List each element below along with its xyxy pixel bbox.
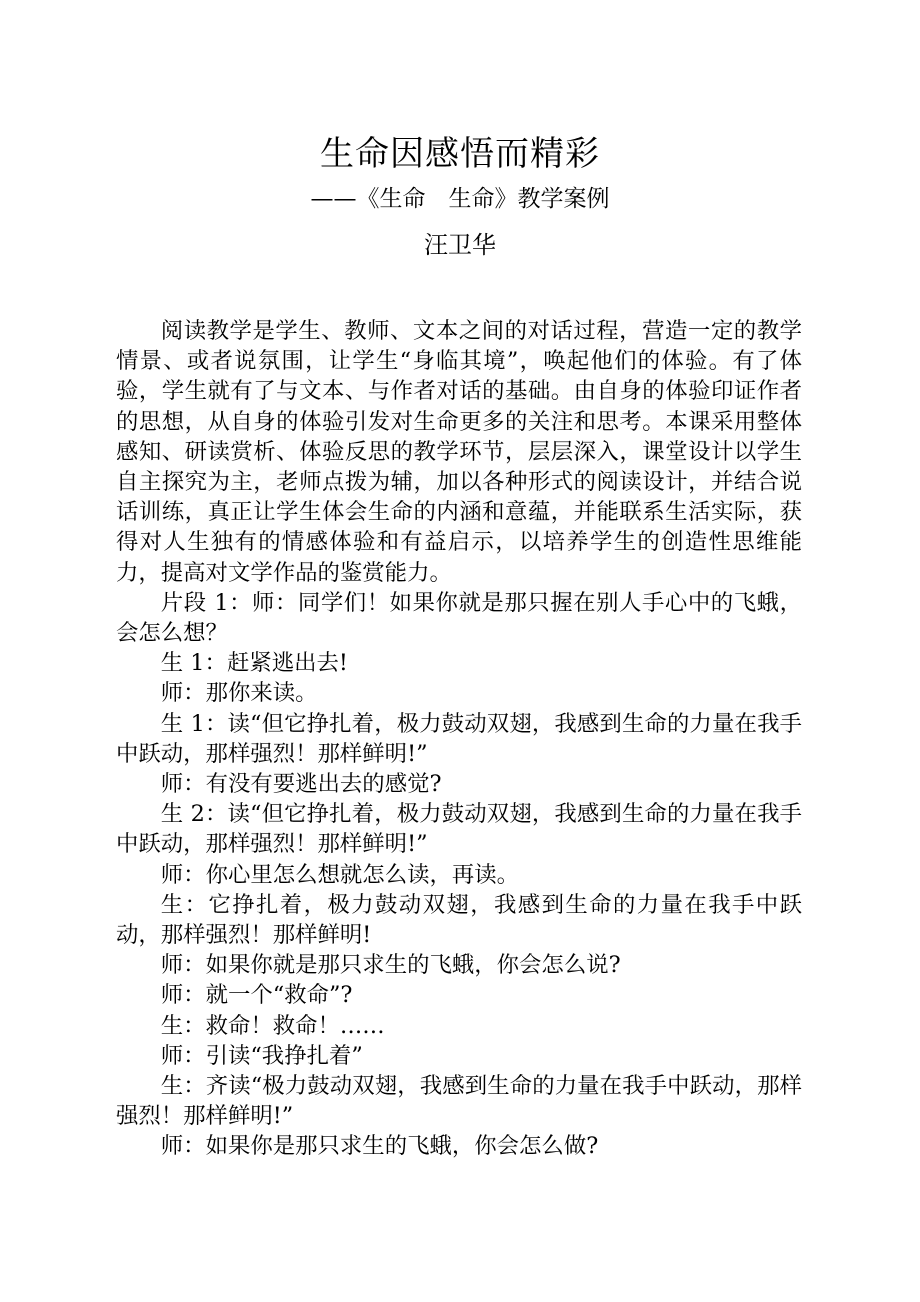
dialogue-line: 师：引读“我挣扎着” <box>160 1042 363 1069</box>
dialogue-line: 生 2：读“但它挣扎着，极力鼓动双翅，我感到生命的力量在我手中跃动，那样强烈！那样鲜明!” <box>116 801 802 858</box>
dialogue-line: 师：你心里怎么想就怎么读，再读。 <box>160 861 520 888</box>
dialogue-line: 师：那你来读。 <box>160 680 318 707</box>
intro-paragraph: 阅读教学是学生、教师、文本之间的对话过程，营造一定的教学情景、或者说氛围，让学生“身临其境”，唤起他们的体验。有了体验，学生就有了与文本、与作者对话的基础。由自身的体验印证作者的思想，从自身的体验引发对生命更多的关注和思考。本课采用整体感知、研读赏析、体验反思的教学环节，层层深入，课堂设计以学生自主探究为主，老师点拨为辅，加以各种形式的阅读设计，并结合说话训练，真正让学生体会生命的内涵和意蕴，并能联系生活实际，获得对人生独有的情感体验和有益启示，以培养学生的创造性思维能力，提高对文学作品的鉴赏能力。 <box>116 318 802 586</box>
document-author: 汪卫华 <box>424 231 496 259</box>
document-body <box>116 316 802 1162</box>
dialogue-line: 生：救命！救命！…… <box>160 1012 385 1039</box>
dialogue-line: 生 1：赶紧逃出去! <box>160 650 348 677</box>
document-title: 生命因感悟而精彩 <box>320 134 600 174</box>
dialogue-line: 生 1：读“但它挣扎着，极力鼓动双翅，我感到生命的力量在我手中跃动，那样强烈！那样鲜明!” <box>116 710 802 767</box>
dialogue-line: 片段 1：师：同学们！如果你就是那只握在别人手心中的飞蛾，会怎么想？ <box>116 589 802 647</box>
dialogue-line: 生：齐读“极力鼓动双翅，我感到生命的力量在我手中跃动，那样强烈！那样鲜明!” <box>116 1073 802 1130</box>
dialogue-line: 生：它挣扎着，极力鼓动双翅，我感到生命的力量在我手中跃动，那样强烈！那样鲜明! <box>116 891 802 949</box>
dialogue-line: 师：就一个“救命”? <box>160 982 353 1009</box>
dialogue-line: 师：有没有要逃出去的感觉? <box>160 771 442 798</box>
document-subtitle: ——《生命 生命》教学案例 <box>310 186 610 212</box>
dialogue-line: 师：如果你是那只求生的飞蛾，你会怎么做? <box>160 1133 599 1160</box>
dialogue-line: 师：如果你就是那只求生的飞蛾，你会怎么说? <box>160 952 621 979</box>
